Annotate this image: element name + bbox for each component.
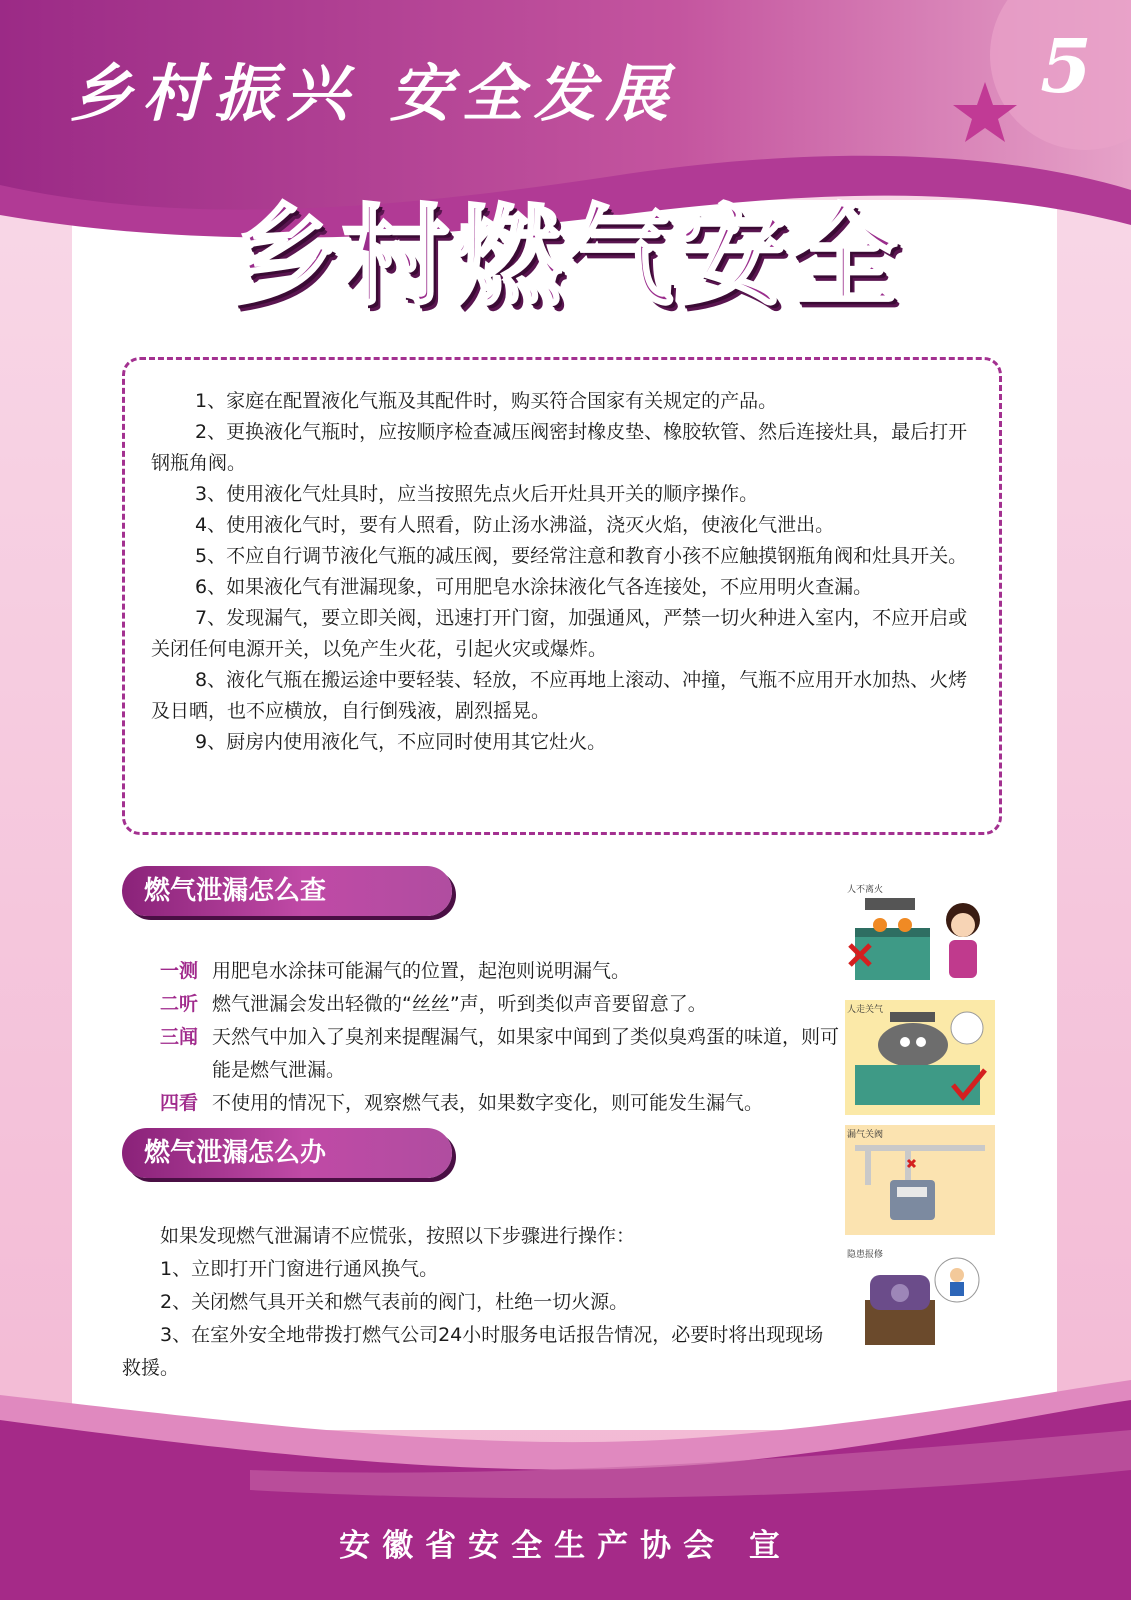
rule-item: 9、厨房内使用液化气，不应同时使用其它灶火。	[195, 731, 607, 753]
illustration-caption: 人走关气	[847, 1005, 884, 1015]
page-title: 乡村燃气安全	[229, 195, 902, 320]
check-item-text: 用肥皂水涂抹可能漏气的位置，起泡则说明漏气。	[212, 960, 631, 982]
check-item-text: 不使用的情况下，观察燃气表，如果数字变化，则可能发生漏气。	[212, 1092, 764, 1114]
page-number: 5	[1040, 24, 1092, 110]
check-item-key: 二听	[160, 993, 199, 1015]
check-item	[160, 955, 840, 988]
safety-rules-box	[122, 357, 1002, 835]
todo-step: 1、立即打开门窗进行通风换气。	[160, 1258, 439, 1280]
rule-item: 4、使用液化气时，要有人照看，防止汤水沸溢，浇灭火焰，使液化气泄出。	[195, 514, 835, 536]
check-list	[160, 955, 840, 1120]
check-item-key: 四看	[160, 1092, 199, 1114]
rule-item: 1、家庭在配置液化气瓶及其配件时，购买符合国家有关规定的产品。	[195, 390, 778, 412]
gas-meter-valve-icon	[845, 1125, 995, 1235]
stove-person-icon	[845, 880, 995, 995]
check-item	[160, 988, 840, 1021]
check-item	[160, 1087, 840, 1120]
footer-publisher: 安徽省安全生产协会 宣	[339, 1528, 792, 1564]
todo-intro: 如果发现燃气泄漏请不应慌张，按照以下步骤进行操作：	[160, 1225, 636, 1247]
todo-step: 3、在室外安全地带拨打燃气公司24小时服务电话报告情况，必要时将出现现场救援。	[122, 1324, 824, 1379]
illustration-caption: 隐患报修	[847, 1250, 884, 1260]
rule-item: 3、使用液化气灶具时，应当按照先点火后开灶具开关的顺序操作。	[195, 483, 759, 505]
rule-item: 8、液化气瓶在搬运途中要轻装、轻放，不应再地上滚动、冲撞，气瓶不应用开水加热、火烤及日晒，也不应横放，自行倒残液，剧烈摇晃。	[151, 669, 968, 722]
check-item-key: 一测	[160, 960, 199, 982]
illustration-caption: 漏气关阀	[847, 1130, 884, 1140]
smell-gas-icon	[845, 1000, 995, 1115]
check-item-text: 燃气泄漏会发出轻微的“丝丝”声，听到类似声音要留意了。	[212, 993, 707, 1015]
phone-report-icon	[845, 1245, 995, 1355]
check-item-key: 三闻	[160, 1026, 199, 1048]
check-section-title: 燃气泄漏怎么查	[122, 866, 452, 916]
rule-item: 5、不应自行调节液化气瓶的减压阀，要经常注意和教育小孩不应触摸钢瓶角阀和灶具开关。	[195, 545, 968, 567]
rule-item: 2、更换液化气瓶时，应按顺序检查减压阀密封橡皮垫、橡胶软管、然后连接灶具，最后打开钢瓶角阀。	[151, 421, 968, 474]
rule-item: 6、如果液化气有泄漏现象，可用肥皂水涂抹液化气各连接处，不应用明火查漏。	[195, 576, 873, 598]
check-item-text: 天然气中加入了臭剂来提醒漏气，如果家中闻到了类似臭鸡蛋的味道，则可能是燃气泄漏。	[212, 1026, 840, 1081]
slogan: 乡村振兴 安全发展	[70, 57, 678, 130]
check-item	[160, 1021, 840, 1087]
todo-section-title: 燃气泄漏怎么办	[122, 1128, 452, 1178]
todo-step: 2、关闭燃气具开关和燃气表前的阀门，杜绝一切火源。	[160, 1291, 629, 1313]
illustration-caption: 人不离火	[847, 885, 884, 895]
rule-item: 7、发现漏气，要立即关阀，迅速打开门窗，加强通风，严禁一切火种进入室内，不应开启或关闭任何电源开关，以免产生火花，引起火灾或爆炸。	[151, 607, 968, 660]
todo-steps	[122, 1220, 832, 1385]
